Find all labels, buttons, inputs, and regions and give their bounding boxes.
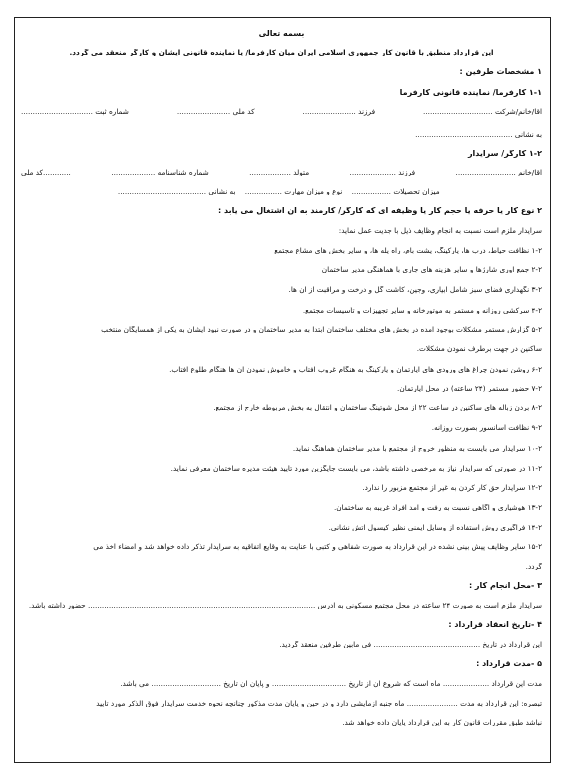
section-4-heading: ۴ -تاریخ انعقاد قرارداد : bbox=[448, 621, 542, 630]
duties-intro: سرایدار ملزم است نسبت به انجام وظایف ذیل با جدیت عمل نماید: bbox=[338, 227, 542, 235]
worker-name-field[interactable]: آقا/خانم .......................... bbox=[455, 168, 542, 177]
section-1-heading: ۱ مشخصات طرفین : bbox=[459, 68, 542, 77]
duty-item-continued: ساکنین در جهت برطرف نمودن مشکلات. bbox=[416, 345, 542, 353]
duty-item: ۷-۲ حضور مستمر (۲۴ ساعته) در محل آپارتمان. bbox=[397, 384, 542, 393]
duty-item: ۳-۲ نگهداری فضای سبز شامل آبیاری، وجین، کاشت گل و درخت و مراقبت از آن ها. bbox=[288, 286, 542, 294]
worker-id-number-field[interactable]: شماره شناسنامه ................... bbox=[111, 168, 209, 177]
worker-skill-field[interactable]: نوع و میزان مهارت ................ bbox=[244, 188, 343, 196]
duty-item: ۱۵-۲ سایر وظایف پیش بینی نشده در این قرارداد به صورت شفاهی و کتبی با عنایت به وقایع اتفاقیه به سرایدار تذکر داده خواهد شد و امضاء اخذ می bbox=[93, 543, 542, 551]
section-3-heading: ۳ -محل انجام کار : bbox=[468, 581, 542, 590]
employer-row-1 bbox=[21, 108, 542, 115]
worker-row-2 bbox=[21, 188, 542, 195]
contract-date-line: این قرارداد در تاریخ .............................................. فی مابین طرفین منعقد گردید. bbox=[279, 641, 542, 649]
duty-item: ۵-۲ گزارش مستمر مشکلات بوجود آمده در بخش های مختلف ساختمان ابتدا به مدیر ساختمان و در صورت نبود ایشان به یکی از همسایگان منتخب bbox=[101, 325, 542, 334]
duty-item: ۱۴-۲ فراگیری روش استفاده از وسایل ایمنی نظیر کپسول آتش نشانی. bbox=[328, 523, 542, 532]
duty-item: ۱-۲ نظافت حیاط، درب ها، پارکینگ، پشت بام، راه پله ها، و سایر بخش های مشاع مجتمع bbox=[274, 246, 542, 255]
duration-months-field[interactable]: .................... bbox=[442, 680, 490, 688]
duty-item-continued: گردد. bbox=[525, 562, 542, 570]
work-address-field[interactable]: .................................................................................................. bbox=[87, 601, 316, 610]
document-frame bbox=[14, 17, 551, 763]
duty-item: ۱۱-۲ در صورتی که سرایدار نیاز به مرخصی داشته باشد، می بایست جایگزین مورد تأیید هیئت مدیره ساختمان معرفی نماید. bbox=[170, 465, 542, 473]
end-date-field[interactable]: .............................. bbox=[151, 680, 221, 688]
duty-item: ۹-۲ نظافت آسانسور بصورت روزانه. bbox=[431, 424, 542, 432]
section-5-heading: ۵ -مدت قرارداد : bbox=[476, 660, 542, 669]
section-1-1-heading: ۱-۱ کارفرما/ نماینده قانونی کارفرما bbox=[399, 89, 542, 98]
employer-national-id-field[interactable]: کد ملی ....................... bbox=[176, 108, 255, 116]
work-location-line: سرایدار ملزم است به صورت ۲۴ ساعته در محل مجتمع مسکونی به آدرس .................................................................................................. حضور داشته باشد. bbox=[28, 601, 542, 610]
duty-item: ۸-۲ بردن زباله های ساکنین در ساعت ۲۲ از محل شوتینگ ساختمان و انتقال به بخش مربوطه خارج از مجتمع. bbox=[213, 404, 542, 412]
worker-father-field[interactable]: فرزند .................... bbox=[349, 168, 416, 177]
worker-row-1 bbox=[21, 169, 542, 176]
duty-item: ۱۳-۲ هوشیاری و آگاهی نسبت به رفت و آمد افراد غریبه به ساختمان. bbox=[333, 503, 542, 511]
employer-address-field[interactable]: به نشانی .......................................... bbox=[415, 130, 542, 138]
start-date-field[interactable]: ................................ bbox=[271, 680, 347, 688]
worker-address-field[interactable]: به نشانی ...................................... bbox=[117, 188, 236, 196]
employer-name-field[interactable]: آقا/خانم/شرکت .............................. bbox=[423, 108, 542, 116]
worker-national-id-field[interactable]: ............کد ملی bbox=[21, 168, 71, 177]
worker-birth-field[interactable]: متولد .................. bbox=[249, 168, 310, 177]
duty-item: ۱۲-۲ سرایدار حق کار کردن به غیر از مجتمع مزبور را ندارد. bbox=[362, 484, 542, 492]
probation-months-field[interactable]: ...................... bbox=[406, 699, 458, 708]
probation-note-continued: نباشد طبق مقررات قانون کار به این قرارداد پایان داده خواهد شد. bbox=[342, 719, 542, 727]
contract-duration-line: مدت این قرارداد .................... ماه است که شروع آن از تاریخ ................................ و پایان آن تاریخ .............................. می باشد. bbox=[120, 680, 542, 688]
worker-education-field[interactable]: میزان تحصیلات ................. bbox=[351, 188, 440, 196]
section-2-heading: ۲ نوع کار یا حرفه یا حجم کار یا وظیفه ای که کارگر/ کارمند به آن اشتغال می یابد : bbox=[218, 207, 542, 216]
duty-item: ۴-۲ سرکشی روزانه و مستمر به موتورخانه و سایر تجهیزات و تأسیسات مجتمع. bbox=[302, 306, 542, 314]
doc-title: بسمه تعالی bbox=[258, 30, 305, 38]
duty-item: ۲-۲ جمع آوری شارژها و سایر هزینه های جاری با هماهنگی مدیر ساختمان bbox=[321, 266, 542, 274]
doc-intro: این قرارداد منطبق با قانون کار جمهوری اسلامی ایران میان کارفرما/ یا نماینده قانونی ایشان و کارگر منعقد می گردد. bbox=[69, 49, 494, 57]
duty-item: ۱۰-۲ سرایدار می بایست به منظور خروج از مجتمع با مدیر ساختمان هماهنگ نماید. bbox=[292, 444, 542, 453]
duty-item: ۶-۲ روشن نمودن چراغ های ورودی های آپارتمان و پارکینگ به هنگام غروب آفتاب و خاموش نمودن آن ها هنگام طلوع آفتاب. bbox=[169, 365, 542, 373]
section-1-2-heading: ۱-۲ کارگر/ سرایدار bbox=[467, 149, 542, 158]
employer-reg-field[interactable]: شماره ثبت ............................... bbox=[21, 108, 129, 116]
employer-father-field[interactable]: فرزند ....................... bbox=[302, 108, 376, 116]
probation-note-line: تبصره: این قرارداد به مدت ...................... ماه جنبه آزمایشی دارد و در حین و پایان مدت مذکور چنانچه نحوه خدمت سرایدار فوق الذکر مورد تایید bbox=[96, 699, 542, 708]
contract-date-field[interactable]: .............................................. bbox=[373, 641, 481, 649]
